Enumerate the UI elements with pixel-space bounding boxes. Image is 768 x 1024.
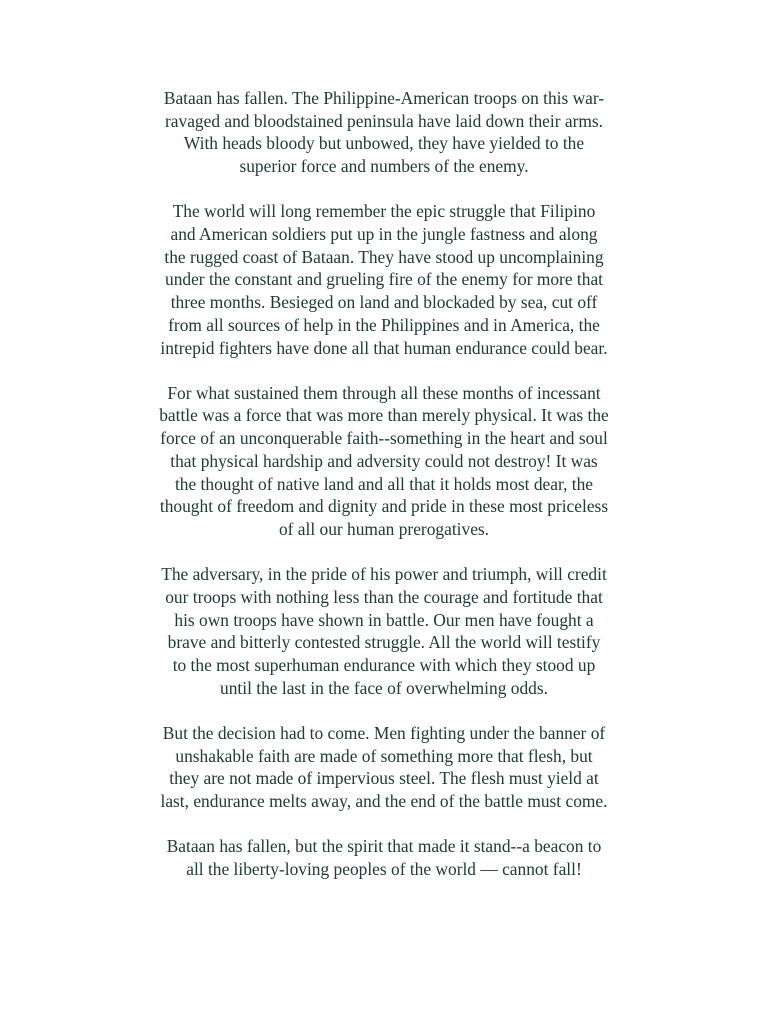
text-line: to the most superhuman endurance with which they stood up [172,654,596,675]
text-line: battle was a force that was more than merely physical. It was the [159,405,609,426]
text-line: of all our human prerogatives. [278,518,490,539]
paragraph-5 [110,722,658,813]
text-line: under the constant and grueling fire of the enemy for more that [165,269,603,290]
text-line: the thought of native land and all that it holds most dear, the [174,473,594,494]
text-line: superior force and numbers of the enemy. [239,156,529,177]
text-line: until the last in the face of overwhelming odds. [220,677,548,698]
paragraph-4 [110,563,658,699]
text-line: that physical hardship and adversity could not destroy! It was [170,450,598,471]
text-line: Bataan has fallen. The Philippine-American troops on this war- [163,88,605,108]
text-line: For what sustained them through all these months of incessant [167,382,601,403]
text-line: brave and bitterly contested struggle. All the world will testify [167,632,601,653]
text-line: force of an unconquerable faith--something in the heart and soul [160,428,608,449]
paragraph-1 [110,87,658,178]
text-line: With heads bloody but unbowed, they have yielded to the [183,133,585,154]
text-line: intrepid fighters have done all that human endurance could bear. [160,337,608,358]
text-line: The world will long remember the epic struggle that Filipino [172,201,596,222]
text-line: last, endurance melts away, and the end of the battle must come. [160,790,608,811]
paragraph-2 [110,200,658,359]
text-line: our troops with nothing less than the courage and fortitude that [165,586,603,607]
text-line: from all sources of help in the Philippines and in America, the [168,314,600,335]
text-line: thought of freedom and dignity and pride in these most priceless [159,496,609,517]
text-line: all the liberty-loving peoples of the world — cannot fall! [186,858,582,879]
text-line: Bataan has fallen, but the spirit that made it stand--a beacon to [166,836,602,857]
paragraph-3 [110,382,658,541]
text-line: three months. Besieged on land and blockaded by sea, cut off [170,292,598,313]
text-line: unshakable faith are made of something more that flesh, but [175,745,593,766]
text-line: But the decision had to come. Men fighting under the banner of [162,722,606,743]
text-line: and American soldiers put up in the jungle fastness and along [170,224,598,245]
text-line: ravaged and bloodstained peninsula have laid down their arms. [164,110,604,131]
text-line: his own troops have shown in battle. Our men have fought a [174,609,594,630]
text-line: The adversary, in the pride of his power and triumph, will credit [161,564,607,585]
text-line: they are not made of impervious steel. The flesh must yield at [169,768,599,789]
text-line: the rugged coast of Bataan. They have stood up uncomplaining [164,246,604,267]
paragraph-6 [110,835,658,880]
text-column [110,87,658,903]
